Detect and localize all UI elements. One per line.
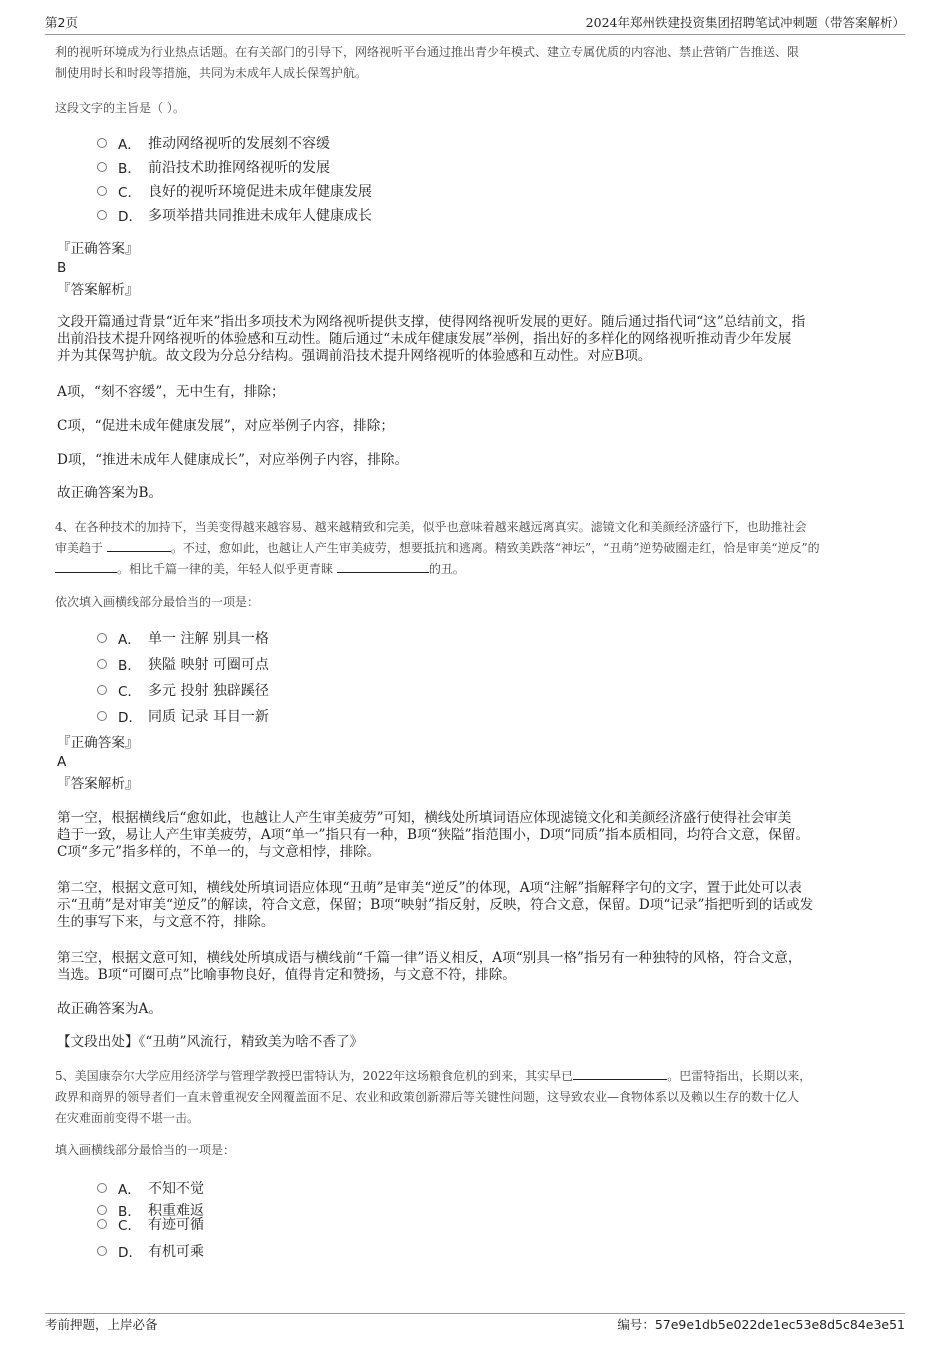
analysis-option-a: A项，“刻不容缓”，无中生有，排除； <box>57 384 285 400</box>
fill-blank-3[interactable] <box>337 560 429 573</box>
radio-button[interactable] <box>97 711 107 721</box>
option-d[interactable]: D． 有机可乘 <box>97 1239 204 1263</box>
option-d-row <box>97 1239 204 1263</box>
analysis-option-d: D项，“推进未成年人健康成长”，对应举例子内容，排除。 <box>57 452 409 468</box>
option-b[interactable]: B． 狭隘 映射 可圈可点 <box>97 651 269 677</box>
question-5-prompt: 填入画横线部分最恰当的一项是： <box>55 1143 236 1157</box>
radio-button[interactable] <box>97 1246 107 1256</box>
question-4-prompt: 依次填入画横线部分最恰当的一项是： <box>55 595 260 609</box>
analysis-label: 『答案解析』 <box>57 282 139 298</box>
radio-button[interactable] <box>97 659 107 669</box>
passage-source: 【文段出处】《“丑萌”风流行，精致美为啥不香了》 <box>57 1034 364 1050</box>
question-4-options <box>97 625 269 729</box>
option-c[interactable]: C． 有迹可循 <box>97 1214 204 1234</box>
footer-divider <box>45 1313 905 1314</box>
option-b[interactable]: B． 前沿技术助推网络视听的发展 <box>97 155 372 179</box>
fill-blank-2[interactable] <box>55 560 117 573</box>
question-3-options <box>97 131 372 227</box>
option-d[interactable]: D． 多项举措共同推进未成年人健康成长 <box>97 203 372 227</box>
radio-button[interactable] <box>97 685 107 695</box>
analysis-paragraph: 文段开篇通过背景“近年来”指出多项技术为网络视听提供支撑，使得网络视听发展的更好。随后通过指代词“这”总结前文，指 出前沿技术提升网络视听的体验感和互动性。随后通过“未成年健康发展”举例，指出好的多样化的网络视听推动青少年发展 并为其保驾护航。故文段为分总分结构。强调前沿技术提升网络视听的体验感和互动性。对应B项。 <box>57 314 806 364</box>
option-a[interactable]: A． 单一 注解 别具一格 <box>97 625 269 651</box>
document-title: 2024年郑州铁建投资集团招聘笔试冲刺题（带答案解析） <box>585 15 905 30</box>
question-3-passage: 利的视听环境成为行业热点话题。在有关部门的引导下，网络视听平台通过推出青少年模式、建立专属优质的内容池、禁止营销广告推送、限 制使用时长和时段等措施，共同为未成年人成长保驾护航。 <box>55 45 800 80</box>
analysis-label: 『答案解析』 <box>57 776 139 792</box>
option-a[interactable]: A． 不知不觉 <box>97 1176 204 1200</box>
question-5-passage: 5、美国康奈尔大学应用经济学与管理学教授巴雷特认为，2022年这场粮食危机的到来，其实早已 。巴雷特指出，长期以来， 政界和商界的领导者们一直未曾重视安全网覆盖面不足、农业和政策创新滞后等关键性问题，这导致农业—食物体系以及赖以生存的数十亿人 在灾难面前变得不堪一击。 <box>55 1069 812 1125</box>
question-3-prompt: 这段文字的主旨是（ ）。 <box>55 101 185 115</box>
answer-value: B <box>57 260 67 276</box>
option-c[interactable]: C． 良好的视听环境促进未成年健康发展 <box>97 179 372 203</box>
conclusion: 故正确答案为A。 <box>57 1001 162 1017</box>
option-b[interactable]: B． 积重难返 <box>97 1200 204 1220</box>
radio-button[interactable] <box>97 1183 107 1193</box>
analysis-paragraph-3: 第三空，根据文意可知，横线处所填成语与横线前“千篇一律”语义相反，A项“别具一格”指另有一种独特的风格，符合文意， 当选。B项“可圈可点”比喻事物良好，值得肯定和赞扬，与文意不符，排除。 <box>57 950 802 983</box>
option-c[interactable]: C． 多元 投射 独辟蹊径 <box>97 677 269 703</box>
fill-blank-1[interactable] <box>107 539 171 552</box>
answer-label: 『正确答案』 <box>57 735 139 751</box>
analysis-option-c: C项，“促进未成年健康发展”，对应举例子内容，排除； <box>57 418 394 434</box>
page-number: 第2页 <box>45 15 78 30</box>
analysis-paragraph-1: 第一空，根据横线后“愈如此，也越让人产生审美疲劳”可知，横线处所填词语应体现滤镜文化和美颜经济盛行使得社会审美 趋于一致，易让人产生审美疲劳，A项“单一”指只有一种，B项“狭隘”指范围小，D项“同质”指本质相同，均符合文意，保留。 C项“多元”指多样的，不单一的，与文意相悖，排除。 <box>57 810 810 860</box>
answer-label: 『正确答案』 <box>57 241 139 257</box>
document-code: 编号：57e9e1db5e022de1ec53e8d5c84e3e51 <box>617 1317 905 1332</box>
radio-button[interactable] <box>97 162 107 172</box>
radio-button[interactable] <box>97 186 107 196</box>
conclusion: 故正确答案为B。 <box>57 485 163 501</box>
answer-value: A <box>57 754 67 770</box>
option-c-row <box>97 1214 204 1234</box>
option-d[interactable]: D． 同质 记录 耳目一新 <box>97 703 269 729</box>
option-a[interactable]: A． 推动网络视听的发展刻不容缓 <box>97 131 372 155</box>
radio-button[interactable] <box>97 1219 107 1229</box>
footer-slogan: 考前押题，上岸必备 <box>45 1317 158 1332</box>
analysis-paragraph-2: 第二空，根据文意可知，横线处所填词语应体现“丑萌”是审美“逆反”的体现，A项“注解”指解释字句的文字，置于此处可以表 示“丑萌”是对审美“逆反”的解读，符合文意，保留；B项“映射”指反射，反映，符合文意，保留。D项“记录”指把听到的话或发 生的事写下来，与文意不符，排除。 <box>57 880 814 930</box>
question-4-passage: 4、在各种技术的加持下，当美变得越来越容易、越来越精致和完美，似乎也意味着越来越远离真实。滤镜文化和美颜经济盛行下，也助推社会 审美趋于 。不过，愈如此，也越让人产生审美疲劳，想要抵抗和逃离。精致美跌落“神坛”，“丑萌”逆势破圈走红，恰是审美“逆反”的 。相比千篇一律的美，年轻人似乎更青睐 的丑。 <box>55 520 820 576</box>
header-divider <box>45 34 905 35</box>
radio-button[interactable] <box>97 138 107 148</box>
radio-button[interactable] <box>97 633 107 643</box>
fill-blank[interactable] <box>573 1067 667 1080</box>
question-5-options <box>97 1176 204 1200</box>
radio-button[interactable] <box>97 210 107 220</box>
